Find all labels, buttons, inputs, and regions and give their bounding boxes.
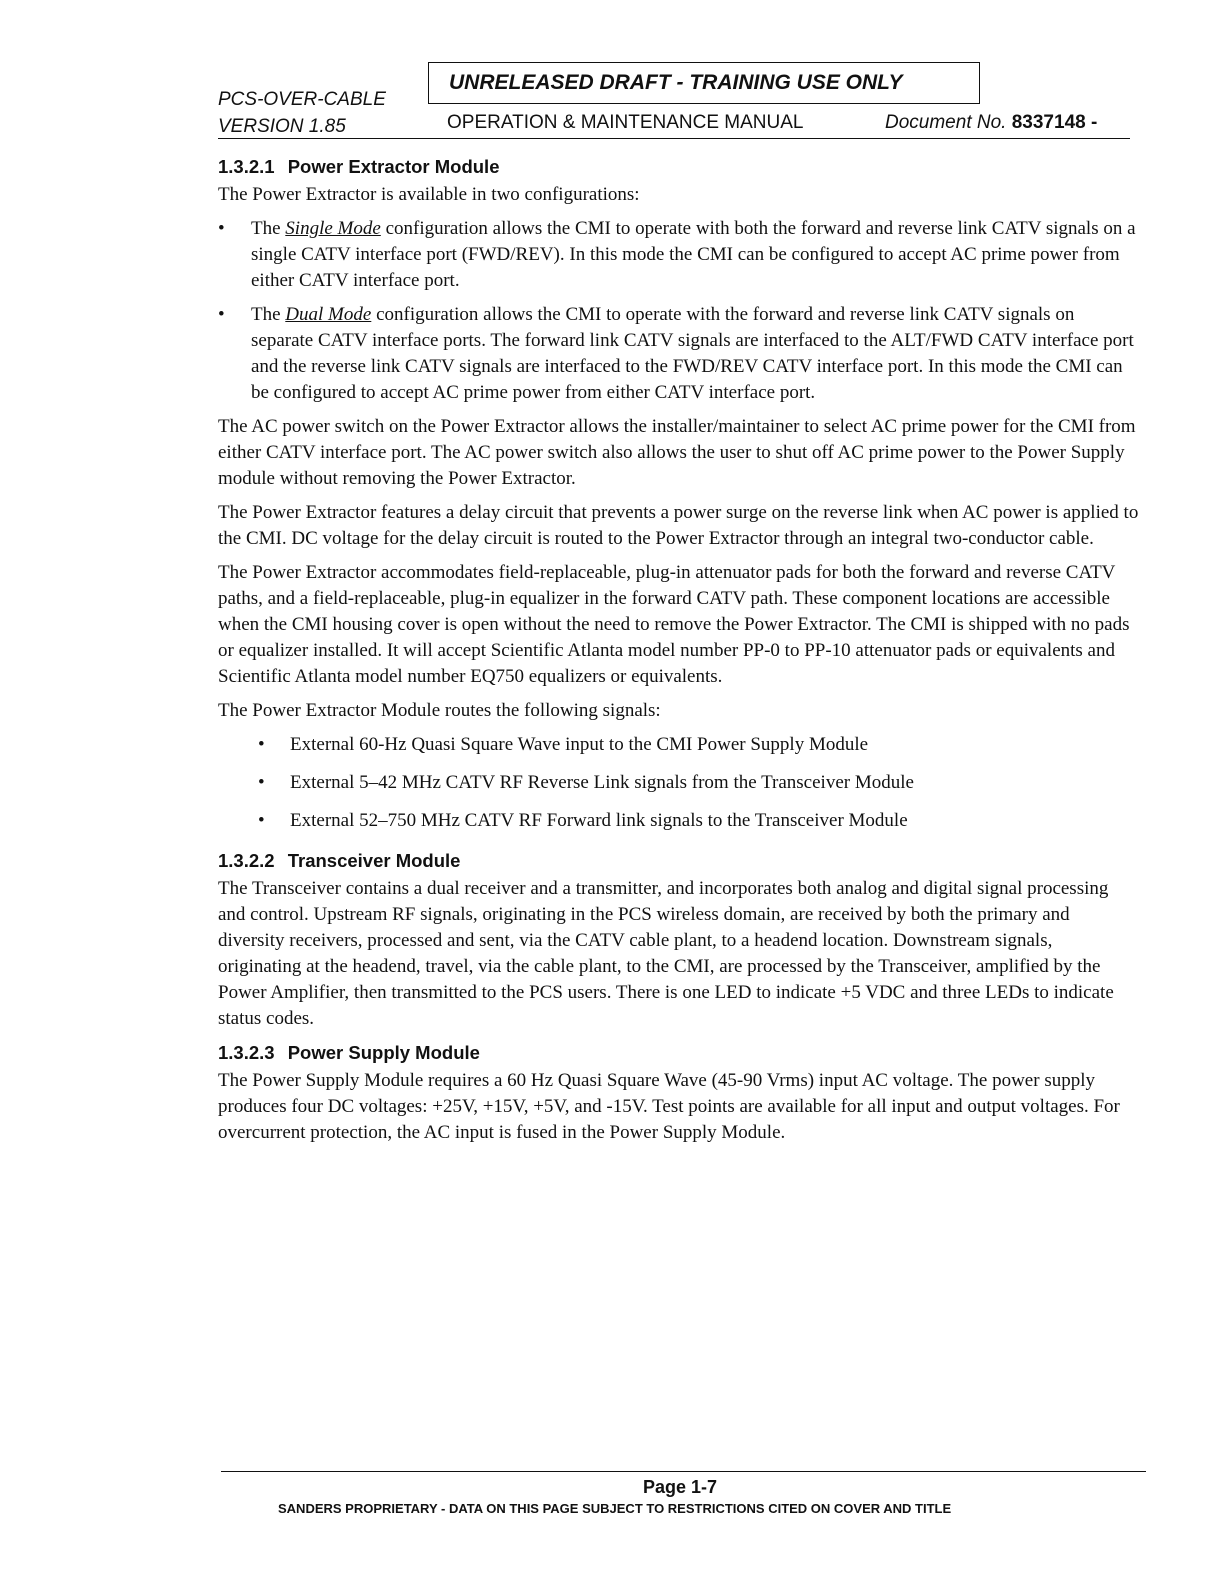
draft-notice: UNRELEASED DRAFT - TRAINING USE ONLY <box>428 62 980 104</box>
list-item: • External 5–42 MHz CATV RF Reverse Link signals from the Transceiver Module <box>218 770 1140 796</box>
paragraph: The Transceiver contains a dual receiver and a transmitter, and incorporates both analog and digital signal processing and control. Upstream RF signals, originating in the PCS wireless domain, are received by both the primary and diversity receivers, processed and sent, via the CATV cable plant, to a headend location. Downstream signals, originating at the headend, travel, via the cable plant, to the CMI, are processed by the Transceiver, amplified by the Power Amplifier, then transmitted to the PCS users. There is one LED to indicate +5 VDC and three LEDs to indicate status codes. <box>218 878 1114 1029</box>
list-item: • The Single Mode configuration allows the CMI to operate with both the forward and reverse link CATV signals on a single CATV interface port (FWD/REV). In this mode the CMI can be configured to accept AC prime power from either CATV interface port. <box>218 216 1140 294</box>
configuration-list <box>218 216 1140 406</box>
manual-title: OPERATION & MAINTENANCE MANUAL <box>447 112 804 133</box>
product-name: PCS-OVER-CABLE <box>218 89 386 110</box>
paragraph: The Power Extractor features a delay circuit that prevents a power surge on the reverse link when AC power is applied to the CMI. DC voltage for the delay circuit is routed to the Power Extractor through an integral two-conductor cable. <box>218 502 1139 549</box>
document-number <box>885 112 1097 134</box>
list-item: • External 60-Hz Quasi Square Wave input to the CMI Power Supply Module <box>218 732 1140 758</box>
section-number: 1.3.2.1 <box>218 156 275 177</box>
paragraph: The Power Extractor is available in two configurations: <box>218 184 640 205</box>
section-title: Power Supply Module <box>287 1042 480 1063</box>
header-rule <box>218 138 1130 139</box>
version-label: VERSION 1.85 <box>218 116 346 137</box>
signals-list <box>218 732 1140 834</box>
section-number: 1.3.2.3 <box>218 1042 275 1063</box>
paragraph: The AC power switch on the Power Extractor allows the installer/maintainer to select AC prime power for the CMI from either CATV interface port. The AC power switch also allows the user to shut off AC prime power to the Power Supply module without removing the Power Extractor. <box>218 416 1136 489</box>
section-title: Transceiver Module <box>287 850 461 871</box>
paragraph: The Power Supply Module requires a 60 Hz Quasi Square Wave (45-90 Vrms) input AC voltage. The power supply produces four DC voltages: +25V, +15V, +5V, and -15V. Test points are available for all input and output voltages. For overcurrent protection, the AC input is fused in the Power Supply Module. <box>218 1070 1120 1143</box>
footer-rule <box>221 1471 1146 1472</box>
paragraph: The Power Extractor accommodates field-replaceable, plug-in attenuator pads for both the forward and reverse CATV paths, and a field-replaceable, plug-in equalizer in the forward CATV path. These component locations are accessible when the CMI housing cover is open without the need to remove the Power Extractor. The CMI is shipped with no pads or equalizer installed. It will accept Scientific Atlanta model number PP-0 to PP-10 attenuator pads or equivalents and Scientific Atlanta model number EQ750 equalizers or equivalents. <box>218 562 1130 687</box>
section-heading-power-extractor <box>218 156 1140 178</box>
page-number: Page 1-7 <box>643 1477 718 1497</box>
page-content <box>218 156 1140 1154</box>
list-item: • The Dual Mode configuration allows the CMI to operate with the forward and reverse link CATV signals on separate CATV interface ports. The forward link CATV signals are interfaced to the ALT/FWD CATV interface port and the reverse link CATV signals are interfaced to the FWD/REV CATV interface port. In this mode the CMI can be configured to accept AC prime power from either CATV interface port. <box>218 302 1140 406</box>
section-title: Power Extractor Module <box>287 156 500 177</box>
document-number-label: Document No. <box>885 112 1007 133</box>
list-item: • External 52–750 MHz CATV RF Forward link signals to the Transceiver Module <box>218 808 1140 834</box>
term-dual-mode: Dual Mode <box>285 304 372 325</box>
section-heading-power-supply <box>218 1042 1140 1064</box>
proprietary-notice: SANDERS PROPRIETARY - DATA ON THIS PAGE SUBJECT TO RESTRICTIONS CITED ON COVER AND TITLE <box>278 1501 952 1516</box>
paragraph: The Power Extractor Module routes the following signals: <box>218 700 661 721</box>
section-heading-transceiver <box>218 850 1140 872</box>
section-number: 1.3.2.2 <box>218 850 275 871</box>
term-single-mode: Single Mode <box>285 218 381 239</box>
document-number-value: 8337148 - <box>1011 112 1098 133</box>
